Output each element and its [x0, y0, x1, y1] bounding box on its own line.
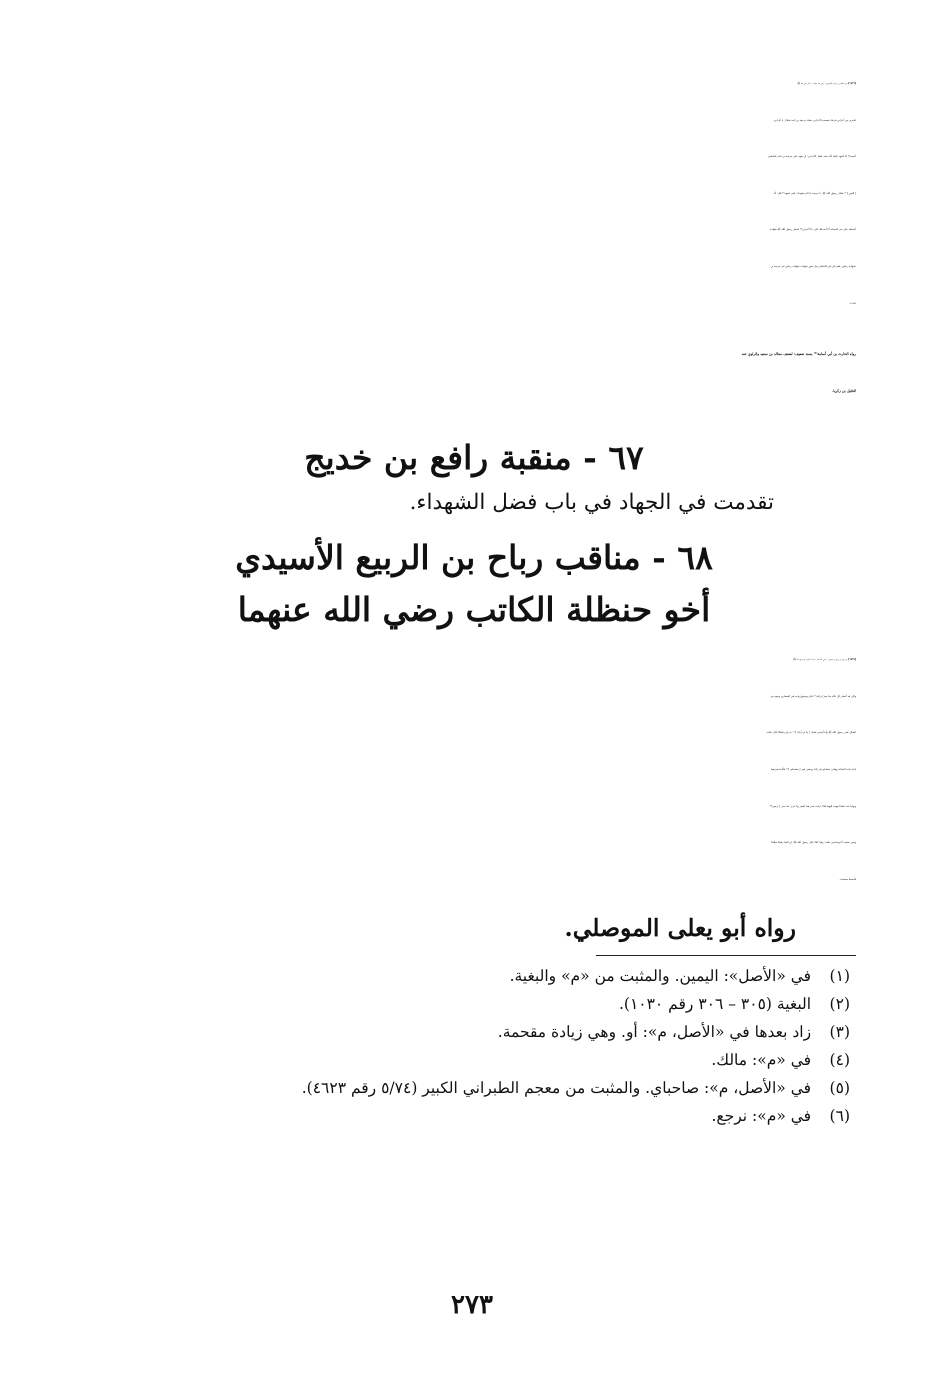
hadith-6837-source: رواه أبو يعلى الموصلي.	[564, 914, 796, 943]
section-68-title: ٦٨ - مناقب رباح بن الربيع الأسيدي	[235, 538, 713, 578]
hadith-number: [٦٨٣٦]	[848, 82, 856, 85]
text-line: وكان قد أعطى كل ثلاثة منا بعيرًا يركبه⁽³⁾ اثنان ويسوق واحد في الصحاري ويقود في	[770, 694, 856, 698]
hadith-6837	[92, 642, 856, 898]
text-line: بشهادة رجلين، فلم يكن في الإسلام رجل تجوز شهادته بشهادة رجلين غير خزيمة بن	[770, 264, 856, 268]
source-line: رواه الحارث بن أبي أسامة⁽²⁾ بسند ضعيف؛ لضعف مجالد بن سعيد والراوي عنه	[741, 352, 856, 357]
section-67-title: ٦٧ - منقبة رافع بن خديج	[304, 438, 644, 478]
footnote: (٢) البغية (٣٠٥ – ٣٠٦ رقم ١٠٣٠).	[618, 995, 850, 1014]
text-line: اشترى من أعرابي فرسًا، فجحده الأعرابي، فجاء خزيمة بن ثابت فقال: يا أعرابي،	[773, 118, 856, 122]
source-line: الخليل بن زكريا.	[832, 389, 856, 394]
text-line: [ الثمن ]⁽¹⁾. فقال رسول الله ﷺ: يا خزيمة، إنا لم نشهدك، كيف تشهد؟! قال: أنا	[774, 191, 856, 195]
text-line: إنما نزلت الساعة وهذان صاحباي قد ركبا. ومضى فمر [ بصاحباي ]⁽⁵⁾ فأناخا بعيرهما	[771, 767, 856, 771]
footnote: (٦) في «م»: نرجع.	[711, 1107, 850, 1126]
text-line: وتوليا عنه، فلما انتهيت إليهما قالا: اركب صدر هذا البعير ولا تنزل عنه حتى [ ترجع ]⁽⁶⁾	[769, 804, 856, 808]
text-line: [٦٨٣٧] عن رباح بن ربيع بن صيفي – رضي الله عنه – قال: «غزونا مع رسول الله ﷺ	[793, 658, 856, 662]
text-line: [٦٨٣٦] وعن النعمان بن بشير الأنصاري – رضي الله عنهما – «أن رسول الله ﷺ	[797, 82, 856, 85]
footnote: (٣) زاد بعدها في «الأصل، م»: أو. وهي زيادة مقحمة.	[497, 1023, 850, 1042]
hadith-6836	[92, 66, 856, 322]
page-number: ٢٧٣	[451, 1290, 493, 1320]
text-line: ونحن نعتقب أنا وصاحبي. قلت: ولم؟ قالا: قال رسول الله ﷺ: إن لكما رفيقًا صالحًا	[771, 841, 856, 845]
footnote: (٥) في «الأصل، م»: صاحباي. والمثبت من معجم الطبراني الكبير (٥/٧٤ رقم ٤٦٢٣).	[301, 1079, 850, 1098]
text-line: فأحسنا صحبته».	[839, 877, 856, 881]
section-67-note: تقدمت في الجهاد في باب فضل الشهداء.	[409, 490, 774, 516]
section-68-subtitle: أخو حنظلة الكاتب رضي الله عنهما	[237, 590, 711, 630]
hadith-6836-source	[92, 336, 856, 410]
footnotes	[92, 962, 856, 1130]
footnote: (١) في «الأصل»: اليمين. والمثبت من «م» والبغية.	[509, 967, 850, 986]
footnote: (٤) في «م»: مالك.	[711, 1051, 850, 1070]
text-line: ثابت».	[849, 301, 856, 305]
text-line: الجبال، فمر رسول الله ﷺ وأنا أمشي فقال: [ ما لي أراك ]⁽⁴⁾ يا رباح ماشيًا؟ قال: قلت:	[766, 731, 856, 735]
hadith-number: [٦٨٣٧]	[848, 658, 856, 662]
text-line: أصدقك على خبر السماء، ألا أصدقك على ذا الأعرابي؟! فجعل رسول الله ﷺ شهادته	[769, 228, 856, 232]
footnote-divider	[596, 955, 856, 956]
text-line: أتجحد؟! أنا أشهد عليك أنك بعته. فقال الأعرابي: إن شهد علي خزيمة بن ثابت فأعطني	[767, 155, 856, 159]
